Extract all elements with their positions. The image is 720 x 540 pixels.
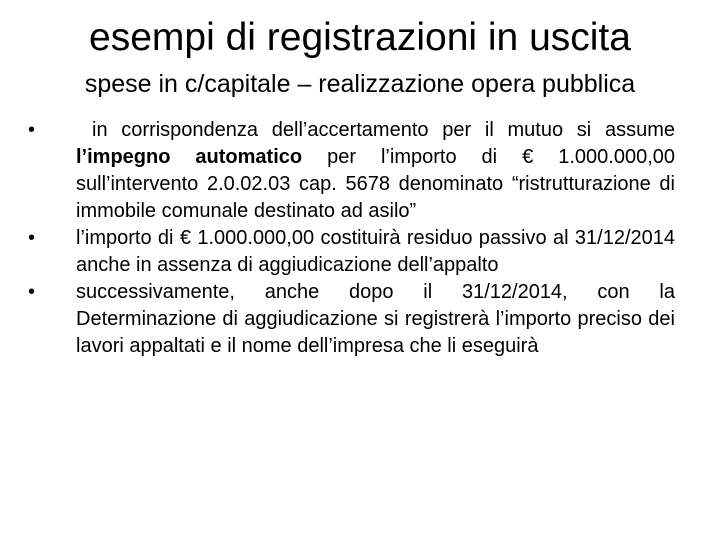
bullet-icon: • <box>28 281 36 303</box>
bullet-2-text: l’importo di € 1.000.000,00 costituirà residuo passivo al 31/12/2014 anche in assenza di aggiudicazione dell’appalto <box>76 227 675 276</box>
slide-subtitle: spese in c/capitale – realizzazione opera pubblica <box>84 70 636 98</box>
bullet-item-2 <box>28 225 675 279</box>
bullet-1-bold-text: l’impegno automatico <box>76 146 303 168</box>
bullet-1-text-end: per l’importo di € 1.000.000,00 sull’intervento 2.0.02.03 cap. 5678 denominato “ristrutturazione di immobile comunale destinato ad asilo” <box>76 146 675 222</box>
bullet-item-1 <box>28 117 675 225</box>
bullet-item-3 <box>28 279 675 360</box>
bullet-list <box>28 117 675 360</box>
slide-title: esempi di registrazioni in uscita <box>89 16 631 59</box>
bullet-icon: • <box>28 119 36 141</box>
bullet-3-text: successivamente, anche dopo il 31/12/2014, con la Determinazione di aggiudicazione si registrerà l’importo preciso dei lavori appaltati e il nome dell’impresa che li eseguirà <box>76 281 675 357</box>
bullet-icon: • <box>28 227 36 249</box>
bullet-1-text-start: in corrispondenza dell’accertamento per il mutuo si assume <box>92 119 675 141</box>
